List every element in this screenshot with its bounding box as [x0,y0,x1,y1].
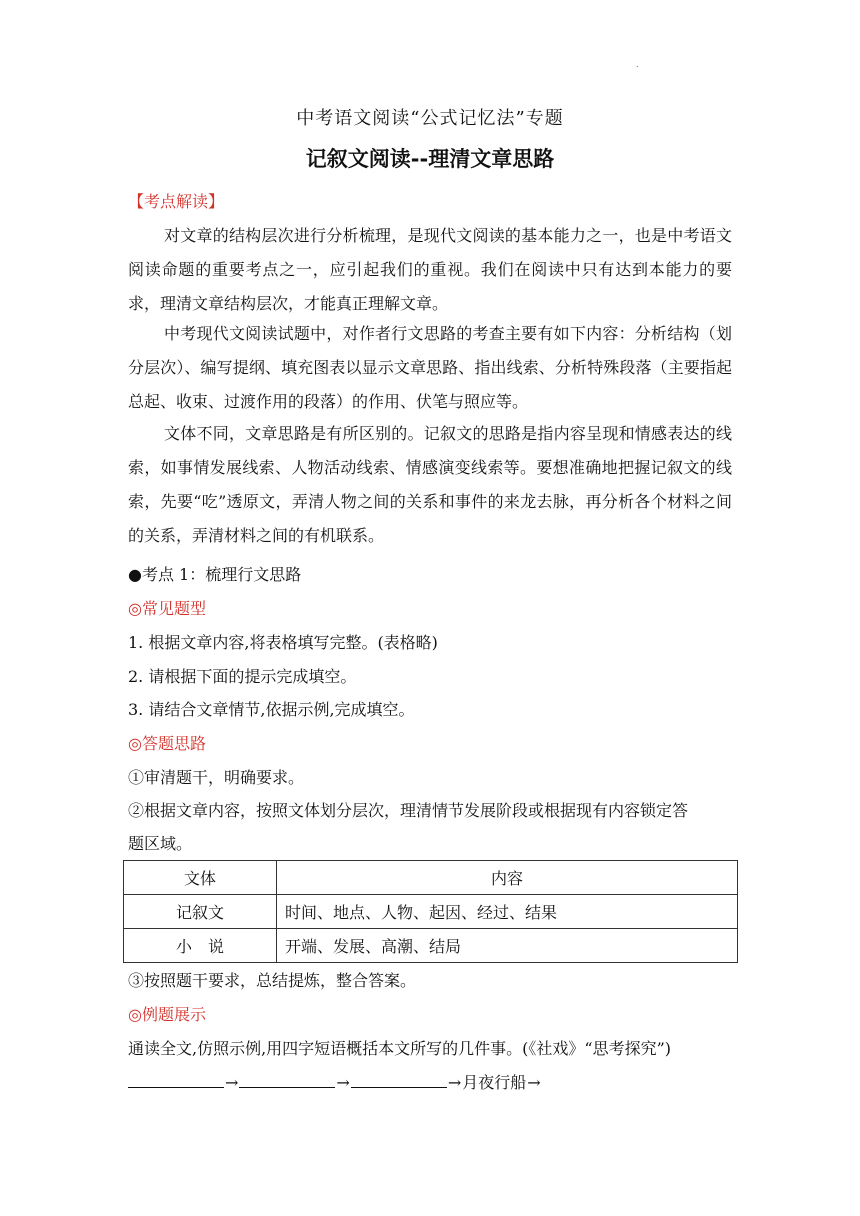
table-header-row [124,861,738,895]
approach-heading [128,731,206,754]
example-final-item: 月夜行船 [462,1073,527,1092]
answer-blank-1[interactable] [128,1073,224,1088]
approach-step-3: ③按照题干要求，总结提炼，整合答案。 [128,971,417,990]
arrow-icon: → [447,1073,462,1092]
answer-blank-2[interactable] [239,1073,335,1088]
approach-heading-text: ◎答题思路 [128,734,206,753]
question-type-1: 1. 根据文章内容,将表格填写完整。(表格略) [128,633,438,652]
paragraph-3: 文体不同，文章思路是有所区别的。记叙文的思路是指内容呈现和情感表达的线索，如事情发展线索、人物活动线索、情感演变线索等。要想准确地把握记叙文的线索，先要“吃”透原文，弄清人物之间的关系和事件的来龙去脉，再分析各个材料之间的关系，弄清材料之间的有机联系。 [128,424,732,545]
question-type-3: 3. 请结合文章情节,依据示例,完成填空。 [128,700,415,719]
example-heading-text: ◎例题展示 [128,1005,206,1024]
answer-chain [128,1070,542,1093]
common-types-heading-text: ◎常见题型 [128,599,206,618]
example-question: 通读全文,仿照示例,用四字短语概括本文所写的几件事。(《社戏》“思考探究”) [128,1039,672,1058]
approach-step-1: ①审清题干，明确要求。 [128,768,305,787]
answer-blank-3[interactable] [351,1073,447,1088]
page-dot: . [636,60,639,69]
table-row [124,895,738,929]
table-cell-content: 时间、地点、人物、起因、经过、结果 [277,895,738,929]
doc-title: 记叙文阅读--理清文章思路 [305,147,555,171]
paragraph-1: 对文章的结构层次进行分析梳理，是现代文阅读的基本能力之一，也是中考语文阅读命题的重要考点之一，应引起我们的重视。我们在阅读中只有达到本能力的要求，理清文章结构层次，才能真正理解文章。 [128,226,732,313]
kaodian-heading: ●考点 1：梳理行文思路 [128,565,302,584]
table-row [124,929,738,963]
genre-structure-table [123,860,738,963]
table-header-genre: 文体 [124,861,277,895]
table-cell-genre: 记叙文 [124,895,277,929]
arrow-icon: → [225,1073,239,1092]
table-header-content: 内容 [277,861,738,895]
table-cell-genre: 小 说 [124,929,277,963]
doc-subtitle: 中考语文阅读“公式记忆法”专题 [296,108,564,129]
common-types-heading [128,596,206,619]
approach-step-2-line-1: ②根据文章内容，按照文体划分层次，理清情节发展阶段或根据现有内容锁定答 [128,801,689,820]
section-label-kaodian-jiedu: 【考点解读】 [128,192,225,211]
approach-step-2-line-2: 题区域。 [128,834,193,853]
table-cell-content: 开端、发展、高潮、结局 [277,929,738,963]
paragraph-2: 中考现代文阅读试题中，对作者行文思路的考查主要有如下内容：分析结构（划分层次）、编写提纲、填充图表以显示文章思路、指出线索、分析特殊段落（主要指起总起、收束、过渡作用的段落）的作用、伏笔与照应等。 [128,324,732,411]
arrow-icon: → [527,1073,541,1092]
question-type-2: 2. 请根据下面的提示完成填空。 [128,667,357,686]
example-heading [128,1002,206,1025]
arrow-icon: → [336,1073,350,1092]
